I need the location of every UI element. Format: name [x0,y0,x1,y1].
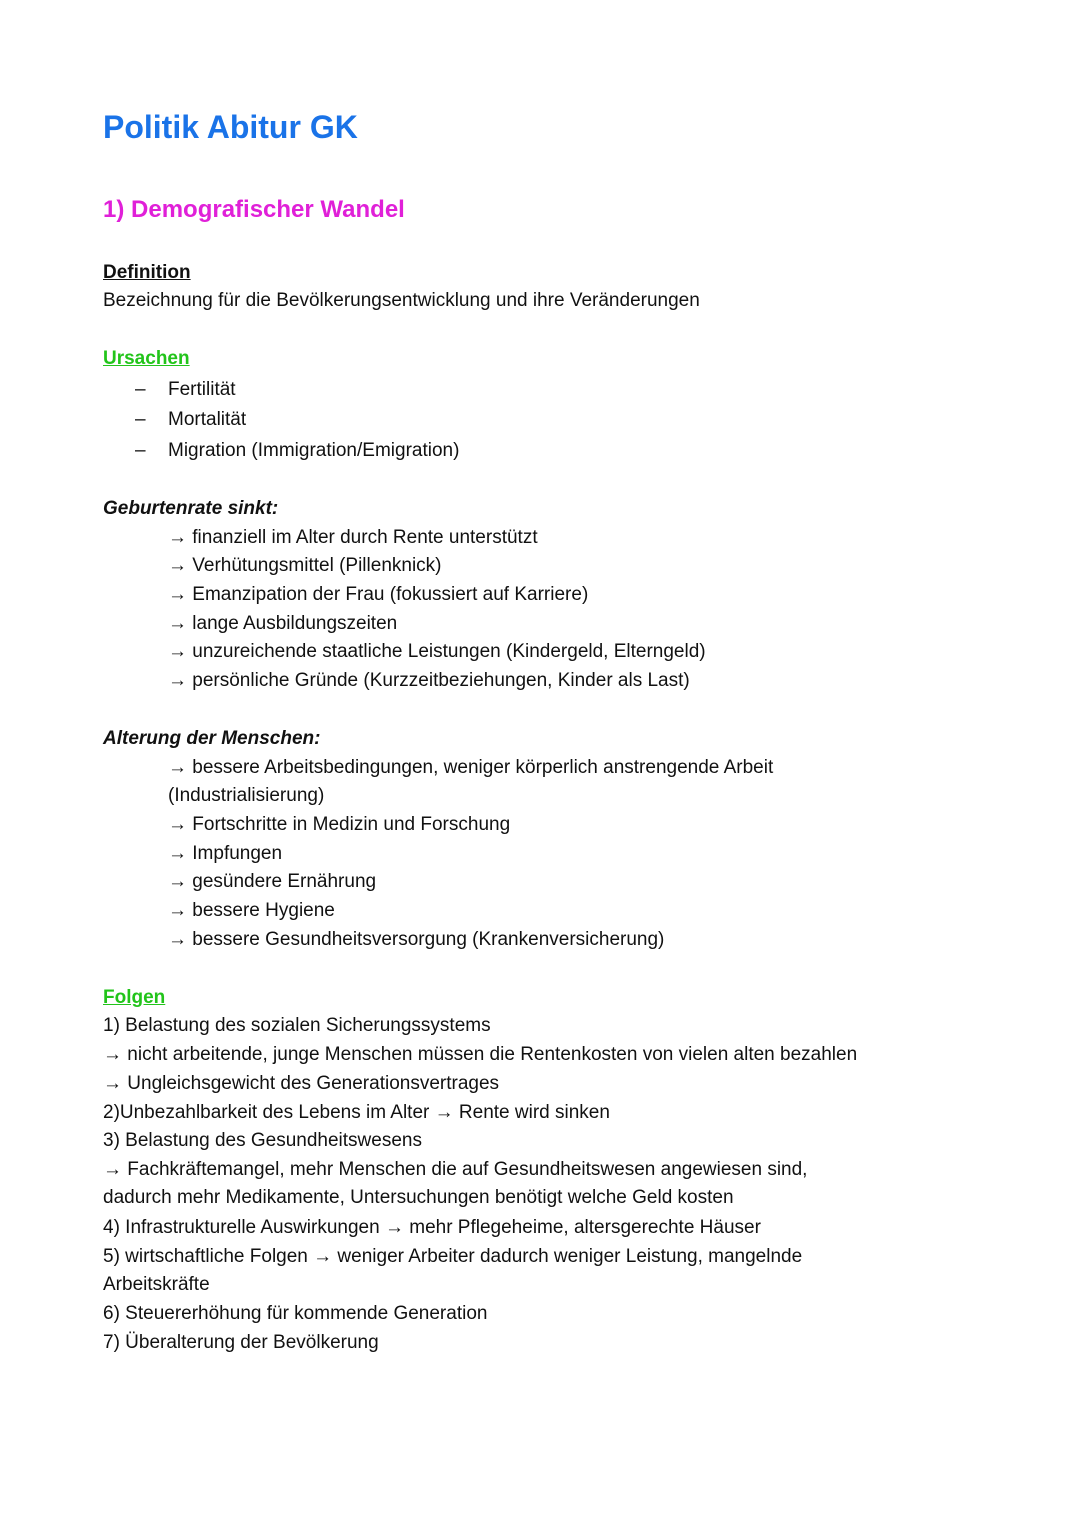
folgen-line: 4) Infrastrukturelle Auswirkungen → mehr Pflegeheime, altersgerechte Häuser [103,1217,761,1238]
list-item: (Industrialisierung) [168,785,325,806]
ursachen-heading: Ursachen [103,348,190,369]
folgen-line: dadurch mehr Medikamente, Untersuchungen benötigt welche Geld kosten [103,1187,734,1208]
folgen-heading: Folgen [103,987,166,1008]
list-item: → finanziell im Alter durch Rente unterstützt [168,527,538,548]
list-item: → lange Ausbildungszeiten [168,613,398,634]
list-item: Migration (Immigration/Emigration) [168,440,460,461]
folgen-line: → Fachkräftemangel, mehr Menschen die auf Gesundheitswesen angewiesen sind, [103,1159,808,1180]
alterung-heading: Alterung der Menschen: [103,728,321,749]
list-item: → bessere Hygiene [168,900,335,921]
definition-heading: Definition [103,262,191,283]
list-item: → Fortschritte in Medizin und Forschung [168,814,511,835]
list-item: → Verhütungsmittel (Pillenknick) [168,555,442,576]
list-item: → bessere Arbeitsbedingungen, weniger körperlich anstrengende Arbeit [168,757,774,778]
folgen-line: 2)Unbezahlbarkeit des Lebens im Alter → Rente wird sinken [103,1102,610,1123]
list-item: → unzureichende staatliche Leistungen (Kindergeld, Elterngeld) [168,641,706,662]
list-item: → Impfungen [168,843,283,864]
page-title: Politik Abitur GK [103,109,358,145]
bullet-dash: – [135,379,146,400]
folgen-line: → nicht arbeitende, junge Menschen müssen die Rentenkosten von vielen alten bezahlen [103,1044,858,1065]
folgen-line: Arbeitskräfte [103,1274,210,1295]
list-item: Mortalität [168,409,247,430]
list-item: → bessere Gesundheitsversorgung (Krankenversicherung) [168,929,665,950]
list-item: Fertilität [168,379,236,400]
folgen-line: 7) Überalterung der Bevölkerung [103,1332,379,1353]
section-heading: 1) Demografischer Wandel [103,196,405,223]
list-item: → persönliche Gründe (Kurzzeitbeziehungen, Kinder als Last) [168,670,690,691]
folgen-line: 3) Belastung des Gesundheitswesens [103,1130,422,1151]
list-item: → Emanzipation der Frau (fokussiert auf Karriere) [168,584,589,605]
folgen-line: 1) Belastung des sozialen Sicherungssystems [103,1015,491,1036]
folgen-line: → Ungleichsgewicht des Generationsvertrages [103,1073,500,1094]
definition-text: Bezeichnung für die Bevölkerungsentwicklung und ihre Veränderungen [103,290,700,311]
folgen-line: 5) wirtschaftliche Folgen → weniger Arbeiter dadurch weniger Leistung, mangelnde [103,1246,803,1267]
list-item: → gesündere Ernährung [168,871,377,892]
geburtenrate-heading: Geburtenrate sinkt: [103,498,279,519]
bullet-dash: – [135,440,146,461]
folgen-line: 6) Steuererhöhung für kommende Generation [103,1303,488,1324]
bullet-dash: – [135,409,146,430]
